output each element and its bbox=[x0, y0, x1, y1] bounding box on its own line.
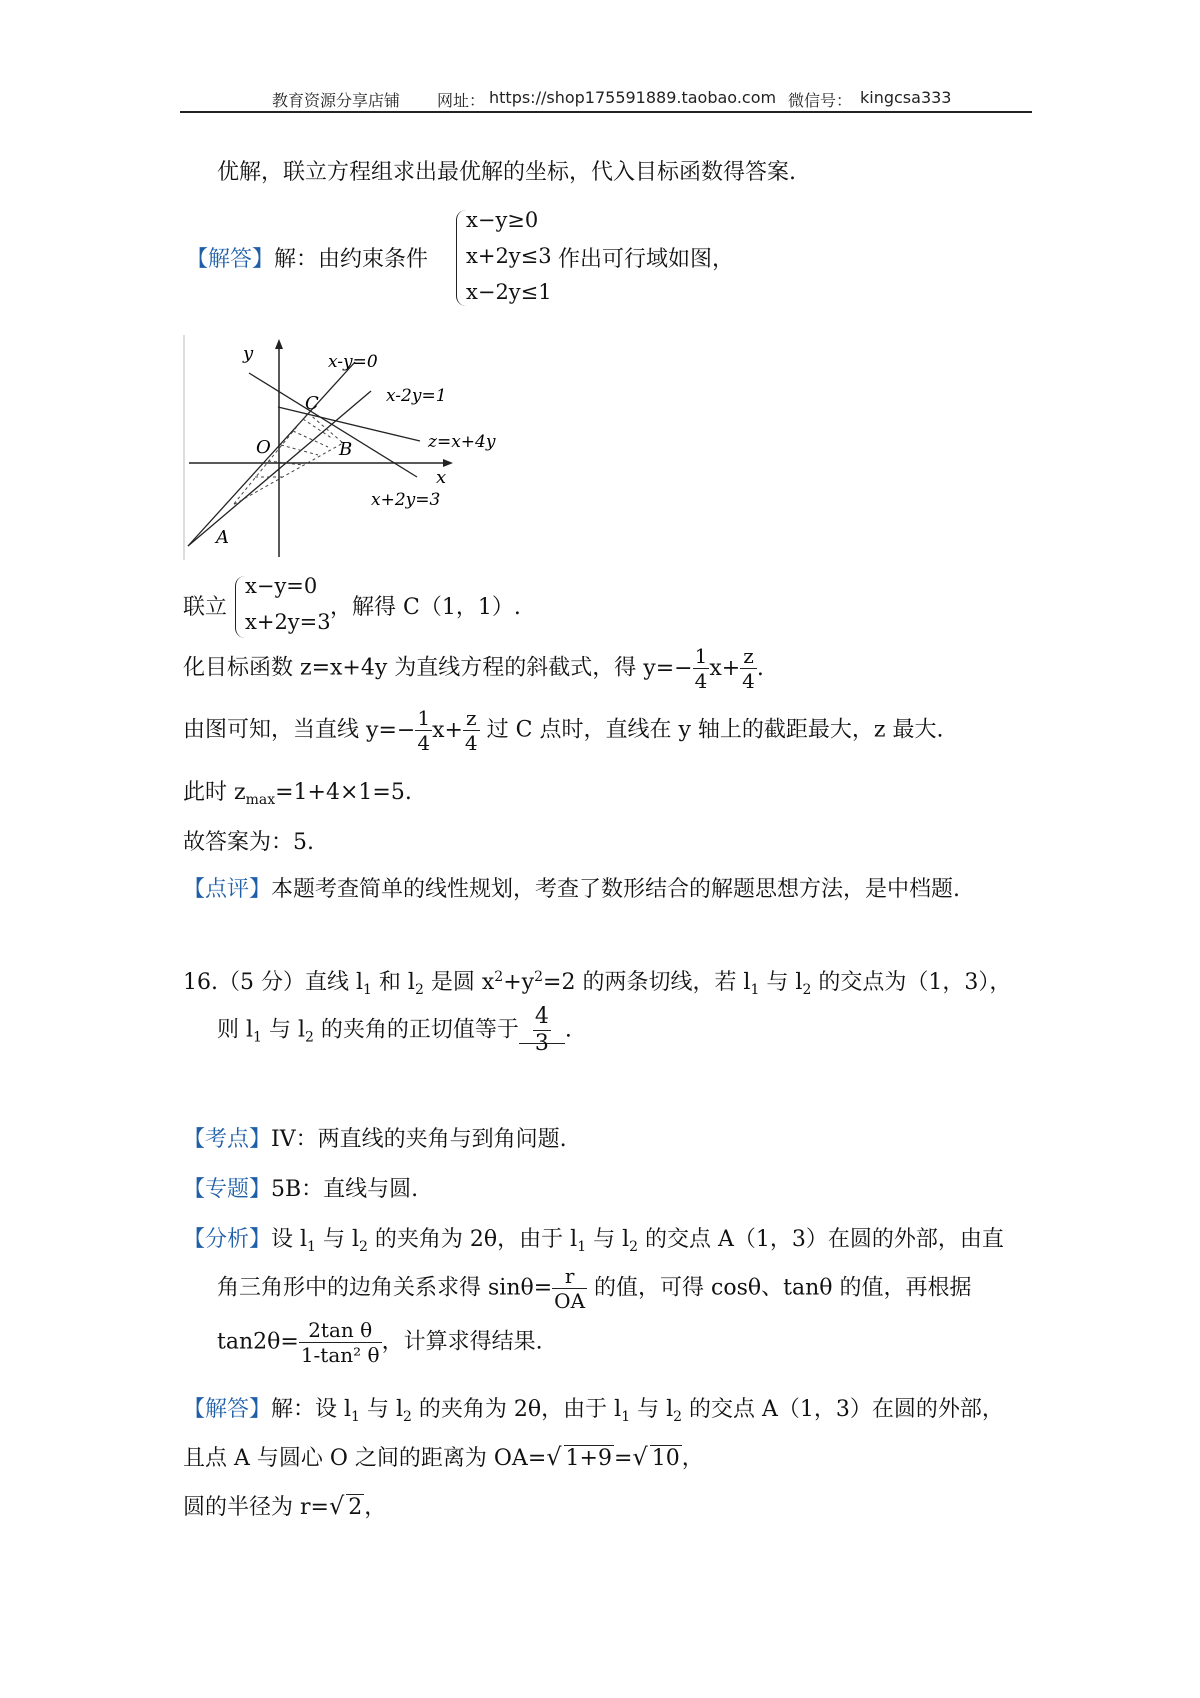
fenxi-line1: 【分析】设 $l_1$ 与 $l_2$ 的夹角为 2θ，由于 $l_1$ 与 $l_2$ 的交点 A（1，3）在圆的外部，由直 bbox=[183, 1227, 1004, 1255]
fig-label-A: A bbox=[216, 527, 229, 548]
fig-label-y: y bbox=[243, 343, 254, 364]
header-wechat: kingcsa333 bbox=[860, 88, 952, 107]
solve-prefix: 联立 bbox=[183, 595, 228, 620]
header-rule bbox=[180, 111, 1032, 113]
header-shop: 教育资源分享店铺 bbox=[272, 91, 401, 110]
kaodian-line: 【考点】IV：两直线的夹角与到角问题. bbox=[183, 1127, 567, 1152]
review-tag: 【点评】 bbox=[183, 877, 272, 902]
constraint-3: x−2y≤1 bbox=[466, 280, 552, 304]
line-formula: y=− $\frac{1}{4}$ x+ $\frac{z}{4}$ bbox=[366, 706, 478, 755]
jieda-line1: 【解答】解：设 $l_1$ 与 $l_2$ 的夹角为 2θ，由于 $l_1$ 与 $l_2$ 的交点 A（1，3）在圆的外部， bbox=[183, 1397, 1004, 1425]
fig-label-C: C bbox=[305, 393, 319, 414]
fig-label-line4: x+2y=3 bbox=[371, 490, 441, 510]
convert-text: 化目标函数 z=x+4y 为直线方程的斜截式，得 bbox=[183, 655, 637, 681]
answer-prefix: 解：由约束条件 bbox=[274, 247, 429, 272]
fenxi-line3: tan2θ= $\frac{\text{2tan θ}}{\text{1-tan² θ}}$ ，计算求得结果. bbox=[217, 1318, 543, 1367]
fig-label-line2: x-2y=1 bbox=[386, 386, 447, 406]
solve-suffix: ，解得 C（1，1）. bbox=[330, 595, 521, 620]
answer-line: 故答案为：5. bbox=[183, 830, 314, 855]
q16-line2: 则 $l_1$ 与 $l_2$ 的夹角的正切值等于 $\frac{4}{3}$ . bbox=[217, 1004, 572, 1056]
slope-formula: y=− $\frac{1}{4}$ x+ $\frac{z}{4}$ . bbox=[643, 644, 764, 693]
convert-line bbox=[183, 646, 764, 691]
header-wechat-label: 微信号： bbox=[788, 91, 853, 110]
q16-line1: 16.（5 分）直线 $l_1$ 和 $l_2$ 是圆 $x^2+y^2=2$ 的两条切线，若 $l_1$ 与 $l_2$ 的交点为（1，3）， bbox=[183, 969, 1012, 998]
jieda-line3: 圆的半径为 r=√ 2， bbox=[183, 1492, 387, 1520]
system-eq-2: x+2y=3 bbox=[245, 610, 331, 634]
zmax-line: 此时 $z_{max}=1+4\times 1=5$. bbox=[183, 780, 412, 808]
fig-label-O: O bbox=[256, 437, 271, 458]
fenxi-line2: 角三角形中的边角关系求得 sinθ= $\frac{r}{OA}$ 的值，可得 cosθ、tanθ 的值，再根据 bbox=[217, 1264, 972, 1313]
fig-label-x: x bbox=[436, 467, 447, 488]
zhuanti-line: 【专题】5B：直线与圆. bbox=[183, 1177, 419, 1202]
answer-tag: 【解答】 bbox=[186, 247, 275, 272]
header-url-label: 网址： bbox=[437, 91, 486, 110]
constraint-2: x+2y≤3 bbox=[466, 244, 552, 268]
fig-label-line1: x-y=0 bbox=[328, 352, 378, 372]
p15-line1: 优解，联立方程组求出最优解的坐标，代入目标函数得答案. bbox=[217, 160, 796, 185]
fig-label-line3: z=x+4y bbox=[428, 432, 496, 452]
p15-answer-line bbox=[186, 242, 428, 273]
system-eq-1: x−y=0 bbox=[245, 574, 318, 598]
graph-text-a: 由图可知，当直线 bbox=[183, 717, 360, 743]
header-url[interactable]: https://shop175591889.taobao.com bbox=[489, 88, 777, 107]
review-text: 本题考查简单的线性规划，考查了数形结合的解题思想方法，是中档题. bbox=[271, 877, 961, 902]
answer-suffix: 作出可行域如图， bbox=[558, 247, 735, 272]
feasible-region-figure bbox=[183, 335, 513, 560]
constraint-1: x−y≥0 bbox=[466, 208, 539, 232]
graph-text-b: 过 C 点时，直线在 y 轴上的截距最大，z 最大. bbox=[486, 717, 944, 743]
q16-answer: $\frac{4}{3}$ bbox=[534, 1004, 549, 1056]
fig-label-B: B bbox=[339, 439, 353, 460]
jieda-line2: 且点 A 与圆心 O 之间的距离为 OA=√ 1+9=√ 10， bbox=[183, 1443, 704, 1471]
review-line bbox=[183, 872, 960, 903]
graph-line bbox=[183, 708, 943, 753]
